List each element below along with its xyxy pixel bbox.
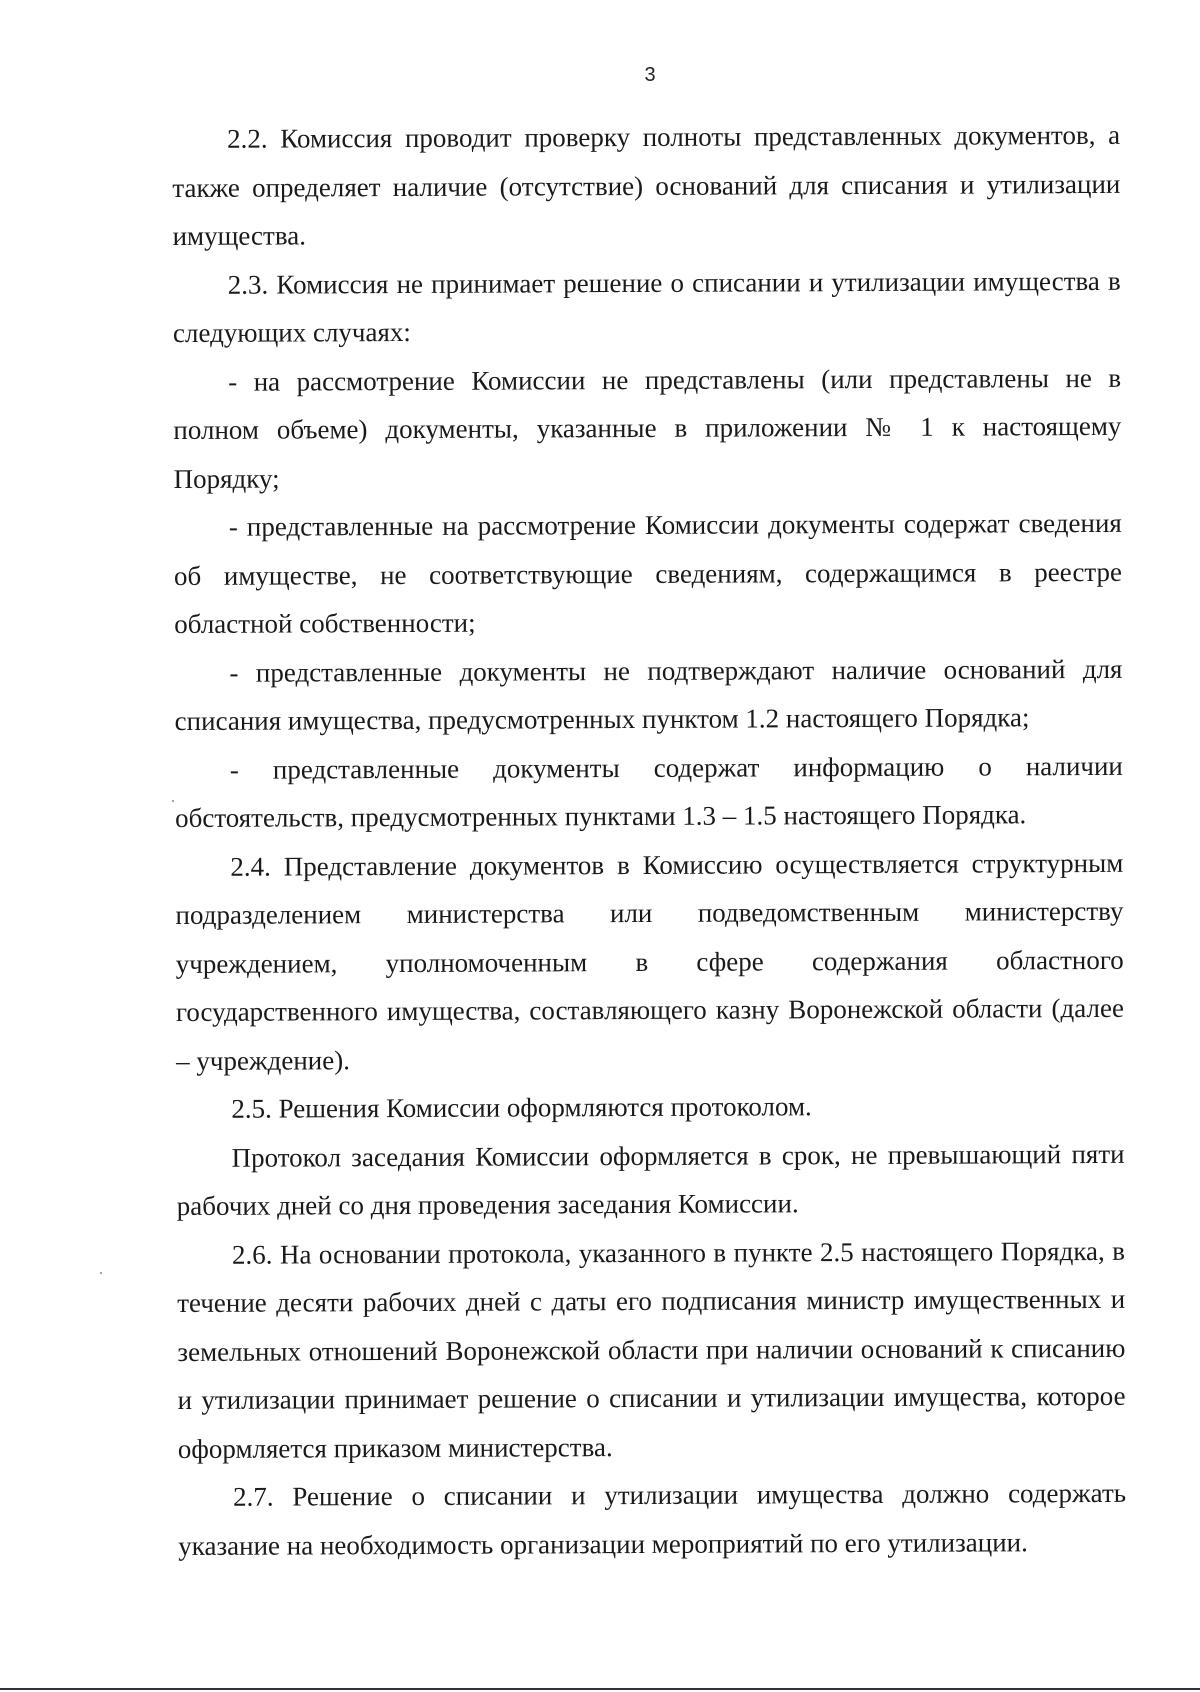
paragraph-protocol: Протокол заседания Комиссии оформляется в срок, не превышающий пяти рабочих дней со дня проведения заседания Комиссии. — [176, 1138, 1125, 1221]
paragraph-2-7: 2.7. Решение о списании и утилизации имущества должно содержать указание на необходимость организации мероприятий по его утилизации. — [178, 1477, 1127, 1561]
document-body — [172, 111, 1126, 1570]
scan-speck — [100, 1272, 102, 1274]
scan-speck — [172, 800, 174, 802]
paragraph-2-5: 2.5. Решения Комиссии оформляются протоколом. — [231, 1091, 812, 1124]
list-item-mismatch-registry: - представленные на рассмотрение Комиссии документы содержат сведения об имуществе, не соответствующие сведениям, содержащимся в реестре областной собственности; — [173, 507, 1123, 639]
list-item-circumstances: - представленные документы содержат информацию о наличии обстоятельств, предусмотренных пунктами 1.3 – 1.5 настоящего Порядка. — [175, 750, 1123, 833]
scan-edge-line — [0, 1688, 1200, 1690]
paragraph-2-6: 2.6. На основании протокола, указанного в пункте 2.5 настоящего Порядка, в течение десяти рабочих дней с даты его подписания министр имущественных и земельных отношений Воронежской области при наличии оснований к списанию и утилизации принимает решение о списании и утилизации имущества, которое оформляется приказом министерства. — [177, 1235, 1126, 1464]
paragraph-2-4: 2.4. Представление документов в Комиссию осуществляется структурным подразделением министерства или подведомственным министерству учреждением, уполномоченным в сфере содержания областного государственного имущества, составляющего казну Воронежской области (далее – учреждение). — [175, 847, 1124, 1076]
list-item-no-grounds: - представленные документы не подтверждают наличие оснований для списания имущества, предусмотренных пунктом 1.2 настоящего Порядка; — [174, 653, 1123, 736]
paragraph-2-3: 2.3. Комиссия не принимает решение о списании и утилизации имущества в следующих случаях: — [172, 265, 1121, 348]
list-item-documents-not-submitted: - на рассмотрение Комиссии не представлены (или представлены не в полном объеме) документы, указанные в приложении № 1 к настоящему Порядку; — [173, 362, 1122, 494]
paragraph-2-2: 2.2. Комиссия проводит проверку полноты представленных документов, а также определяет наличие (отсутствие) оснований для списания и утилизации имущества. — [172, 119, 1121, 251]
page-number: 3 — [644, 64, 656, 86]
